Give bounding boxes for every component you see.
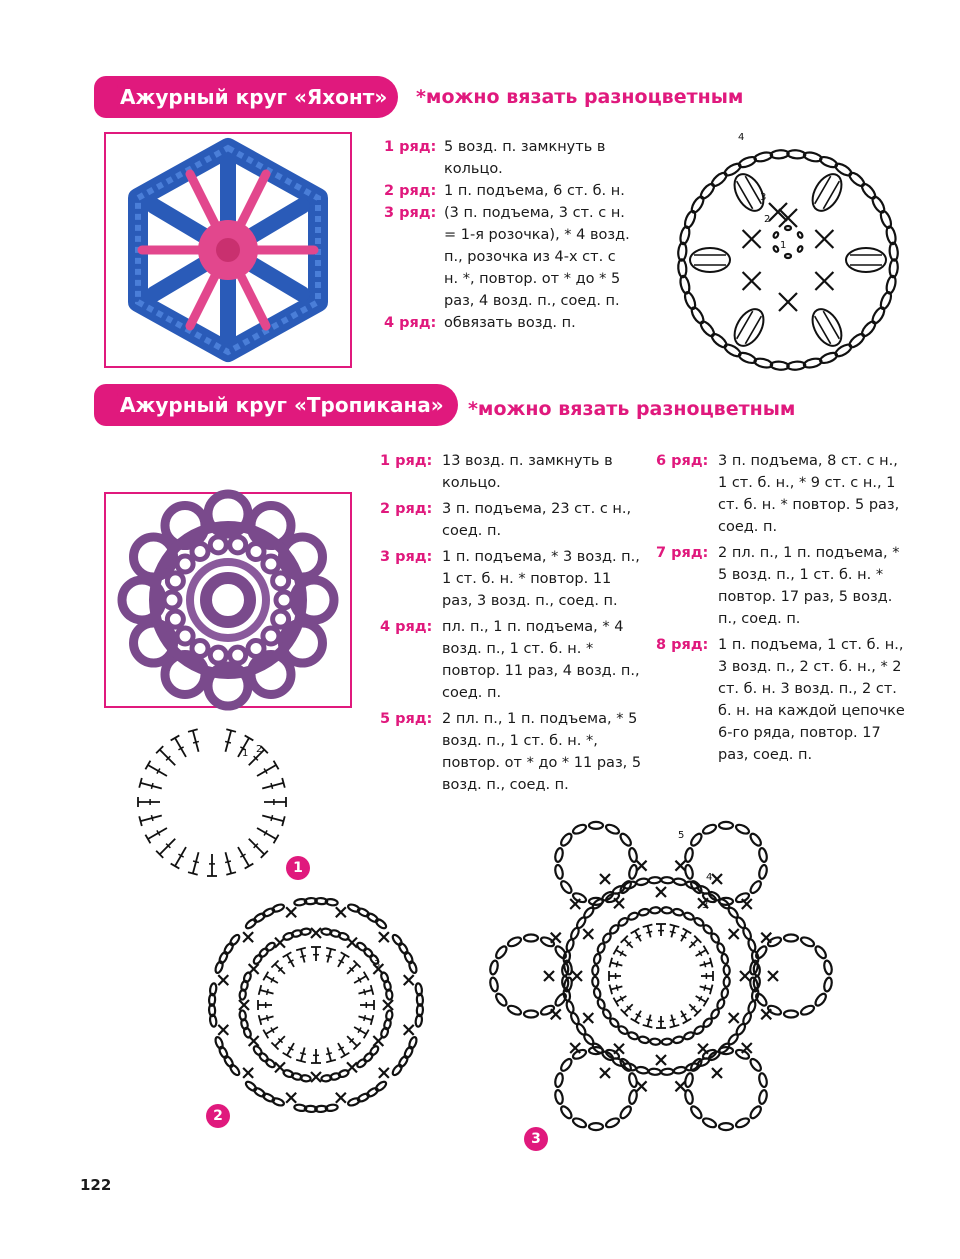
section2-instructions-left	[380, 450, 642, 796]
tropicana-chart-step-2	[196, 895, 436, 1125]
svg-text:5: 5	[678, 830, 685, 841]
svg-text:3: 3	[374, 959, 381, 970]
section2-row-3: 3 ряд: 1 п. подъема, * 3 возд. п., 1 ст. б. н. * повтор. 11 раз, 3 возд. п., соед. п.	[380, 549, 640, 609]
section2-row-5: 5 ряд: 2 пл. п., 1 п. подъема, * 5 возд. п., 1 ст. б. н. *, повтор. от * до * 11 раз, 5 возд. п., соед. п.	[380, 711, 642, 793]
svg-text:2: 2	[764, 214, 771, 225]
yakhont-photo	[104, 132, 352, 368]
svg-text:2: 2	[256, 744, 263, 755]
svg-text:3: 3	[760, 192, 767, 203]
tropicana-chart-step-3	[476, 796, 846, 1156]
step-badge-2: 2	[206, 1104, 230, 1128]
yakhont-motif-image	[106, 134, 350, 366]
svg-text:3: 3	[702, 900, 709, 911]
step-badge-1: 1	[286, 856, 310, 880]
section2-row-1: 1 ряд: 13 возд. п. замкнуть в кольцо.	[380, 453, 613, 491]
section2-instructions-right	[656, 450, 908, 766]
section2-row-7: 7 ряд: 2 пл. п., 1 п. подъема, * 5 возд. п., 1 ст. б. н. * повтор. 17 раз, 5 возд. п., соед. п.	[656, 545, 900, 627]
svg-text:4: 4	[738, 132, 745, 143]
section1-title: Ажурный круг «Яхонт»	[120, 85, 388, 109]
svg-text:4: 4	[706, 872, 713, 883]
section1-row-4: 4 ряд: обвязать возд. п.	[384, 315, 576, 331]
tropicana-chart-step-1	[124, 712, 304, 882]
section1-row-1: 1 ряд: 5 возд. п. замкнуть в кольцо.	[384, 139, 606, 177]
section1-row-3: 3 ряд: (3 п. подъема, 3 ст. с н. = 1-я розочка), * 4 возд. п., розочка из 4-х ст. с н. *, повтор. от * до * 5 раз, 4 возд. п., соед. п.	[384, 205, 630, 309]
tropicana-motif-image	[106, 494, 350, 706]
svg-text:1: 1	[780, 240, 787, 251]
section1-instructions	[384, 136, 634, 334]
page-number: 122	[80, 1176, 112, 1194]
yakhont-crochet-chart	[668, 130, 908, 370]
step-badge-3: 3	[524, 1127, 548, 1151]
section2-title: Ажурный круг «Тропикана»	[120, 393, 444, 417]
tropicana-photo	[104, 492, 352, 708]
section2-row-4: 4 ряд: пл. п., 1 п. подъема, * 4 возд. п., 1 ст. б. н. * повтор. 11 раз, 4 возд. п., соед. п.	[380, 619, 640, 701]
section2-row-2: 2 ряд: 3 п. подъема, 23 ст. с н., соед. п.	[380, 501, 632, 539]
section2-row-8: 8 ряд: 1 п. подъема, 1 ст. б. н., 3 возд. п., 2 ст. б. н., * 2 ст. б. н. 3 возд. п., 2 ст. б. н. на каждой цепочке 6-го ряда, повтор. 17 раз, соед. п.	[656, 637, 905, 763]
section1-title-banner	[106, 76, 398, 118]
section1-note: *можно вязать разноцветным	[416, 86, 744, 108]
section2-title-banner	[106, 384, 458, 426]
section2-note: *можно вязать разноцветным	[468, 398, 796, 420]
section2-row-6: 6 ряд: 3 п. подъема, 8 ст. с н., 1 ст. б. н., * 9 ст. с н., 1 ст. б. н. * повтор. 5 раз, соед. п.	[656, 453, 900, 535]
section1-row-2: 2 ряд: 1 п. подъема, 6 ст. б. н.	[384, 183, 625, 199]
svg-text:1: 1	[242, 748, 249, 759]
